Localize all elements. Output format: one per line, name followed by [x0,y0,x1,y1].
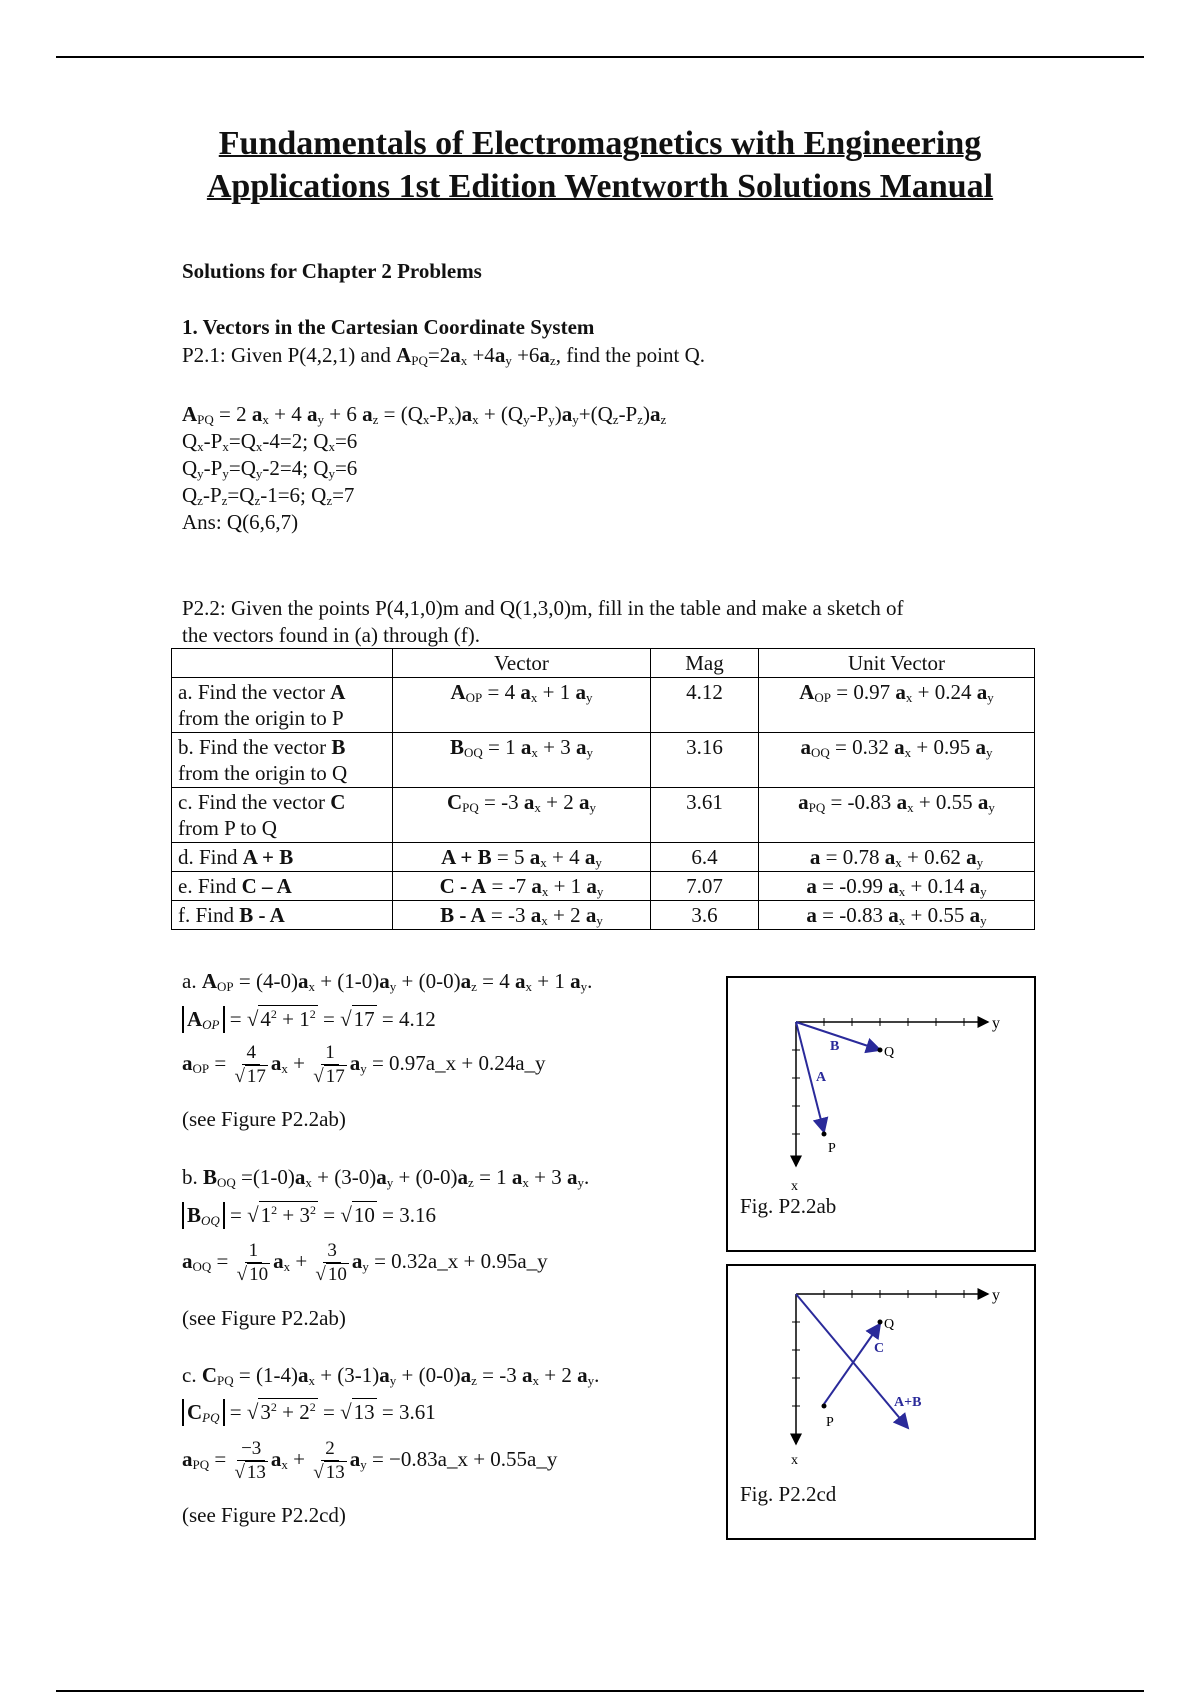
p21-equation-main: $A_{PQ} = 2$ $a_x + 4$ $a_y + 6$ $a_z = (Q_x-P_x)a_x + (Q_y-P_y)a_y+(Q_z-P_z)a_z$ [182,402,667,427]
point-p [822,1132,827,1137]
figure-p22ab-caption: Fig. P2.2ab [740,1194,837,1218]
table-header: Unit Vector [759,649,1035,678]
point-q [878,1048,883,1053]
title-line-1: Fundamentals of Electromagnetics with Engineering [218,125,982,162]
y-label: y [992,1015,1000,1032]
figure-p22cd [726,1264,1036,1540]
point-q-label: Q [884,1045,895,1060]
point-q-label: Q [884,1317,895,1332]
point-q [878,1320,883,1325]
table-cell-vector: C - A = -7 $a_x + 1$ $a_y$ [393,872,651,901]
table-cell-vector: $A_{OP} = 4$ $a_x + 1$ $a_y$ [393,678,651,733]
vector-a-label: A [816,1070,827,1085]
table-cell-task: f. Find B - A [172,901,393,930]
part-c-see-figure: (see Figure P2.2cd) [182,1503,346,1527]
part-b-see-figure: (see Figure P2.2ab) [182,1306,346,1330]
table-cell-mag: 3.16 [651,733,759,788]
x-label: x [791,1453,798,1468]
p21-answer: Ans: Q(6,6,7) [182,510,299,534]
point-p [822,1404,827,1409]
part-a-magnitude: $A_{OP} = √4^2 + 1^2 = √17 = 4.12$ [182,1005,436,1033]
table-cell-vector: B - A = -3 $a_x + 2$ $a_y$ [393,901,651,930]
table-cell-unit: a = -0.83 $a_x + 0.55$ $a_y$ [759,901,1035,930]
table-cell-mag: 3.6 [651,901,759,930]
table-row [172,788,1035,843]
part-c-magnitude: $C_{PQ} = √3^2 + 2^2 = √13 = 3.61$ [182,1398,436,1426]
table-header-row [172,649,1035,678]
table-cell-unit: $A_{OP} = 0.97$ $a_x + 0.24$ $a_y$ [759,678,1035,733]
table-cell-vector: A + B = 5 $a_x + 4$ $a_y$ [393,843,651,872]
figure-p22ab [726,976,1036,1252]
point-p-label: P [828,1141,836,1156]
table-header [172,649,393,678]
table-row [172,901,1035,930]
p21-equation-z: $Q_z-P_z=Q_z-1=6$; $Q_z=7$ [182,483,355,508]
title-line-2: Applications 1st Edition Wentworth Solutions Manual [206,168,994,205]
table-cell-vector: $B_{OQ} = 1$ $a_x + 3$ $a_y$ [393,733,651,788]
table-row [172,872,1035,901]
p22-statement: P2.2: Given the points P(4,1,0)m and Q(1,3,0)m, fill in the table and make a sketch of the vectors found in (a) through (f). [182,596,904,647]
document-title [150,122,1050,208]
part-c-unit-vector: $a_{PQ}$ = $\frac{-3}{√ 13}$ $a_x$ + $\frac{2}{√ 13}$ $a_y$ = −0.83a_x + 0.55a_y [182,1438,558,1483]
table-cell-task: d. Find A + B [172,843,393,872]
top-rule [56,56,1144,58]
p21-equation-x: $Q_x-P_x=Q_x-4=2$; $Q_x=6$ [182,429,358,454]
section-heading: 1. Vectors in the Cartesian Coordinate System [182,315,595,339]
bottom-rule [56,1690,1144,1692]
chapter-heading: Solutions for Chapter 2 Problems [182,259,482,283]
part-b-unit-vector: $a_{OQ}$ = $\frac{1}{√ 10}$ $a_x$ + $\frac{3}{√ 10}$ $a_y$ = 0.32a_x + 0.95a_y [182,1240,548,1285]
p21-equation-y: $Q_y-P_y=Q_y-2=4$; $Q_y=6$ [182,456,358,481]
part-b-line1: b. $B_{OQ} =(1-0)a_x + (3-0)a_y + (0-0)a_z = 1$ $a_x + 3$ $a_y$. [182,1165,590,1190]
table-cell-unit: a = -0.99 $a_x + 0.14$ $a_y$ [759,872,1035,901]
x-label: x [791,1179,798,1194]
vector-a-plus-b-label: A+B [894,1395,922,1410]
table-cell-task: b. Find the vector B from the origin to Q [172,733,393,788]
part-a-line1: a. $A_{OP} = (4-0)a_x + (1-0)a_y + (0-0)a_z = 4$ $a_x + 1$ $a_y$. [182,969,593,994]
part-c-line1: c. $C_{PQ} = (1-4)a_x + (3-1)a_y + (0-0)a_z = -3$ $a_x + 2$ $a_y$. [182,1363,600,1388]
table-cell-unit: $a_{OQ} = 0.32$ $a_x + 0.95$ $a_y$ [759,733,1035,788]
figure-p22cd-caption: Fig. P2.2cd [740,1482,837,1506]
vector-a-plus-b-arrow [796,1294,908,1428]
y-label: y [992,1287,1000,1304]
table-cell-mag: 4.12 [651,678,759,733]
part-a-unit-vector: $a_{OP}$ = $\frac{4}{√ 17}$ $a_x$ + $\frac{1}{√ 17}$ $a_y$ = 0.97a_x + 0.24a_y [182,1042,546,1087]
table-cell-mag: 6.4 [651,843,759,872]
part-b-magnitude: $B_{OQ} = √1^2 + 3^2 = √10 = 3.16$ [182,1201,436,1229]
table-cell-mag: 3.61 [651,788,759,843]
table-cell-mag: 7.07 [651,872,759,901]
table-cell-vector: $C_{PQ} = -3$ $a_x + 2$ $a_y$ [393,788,651,843]
vector-table [171,648,1035,930]
vector-c-label: C [874,1341,885,1356]
table-header: Vector [393,649,651,678]
part-a-see-figure: (see Figure P2.2ab) [182,1107,346,1131]
table-cell-unit: a = 0.78 $a_x + 0.62$ $a_y$ [759,843,1035,872]
table-cell-task: e. Find C – A [172,872,393,901]
point-p-label: P [826,1415,834,1430]
table-row [172,843,1035,872]
table-row [172,733,1035,788]
table-header: Mag [651,649,759,678]
table-cell-task: a. Find the vector A from the origin to P [172,678,393,733]
table-cell-task: c. Find the vector C from P to Q [172,788,393,843]
p21-statement: P2.1: Given P(4,2,1) and $A_{PQ}=2a_x +4a_y +6a_z$, find the point Q. [182,343,706,368]
table-row [172,678,1035,733]
vector-b-label: B [830,1039,840,1054]
table-cell-unit: $a_{PQ} = -0.83$ $a_x + 0.55$ $a_y$ [759,788,1035,843]
